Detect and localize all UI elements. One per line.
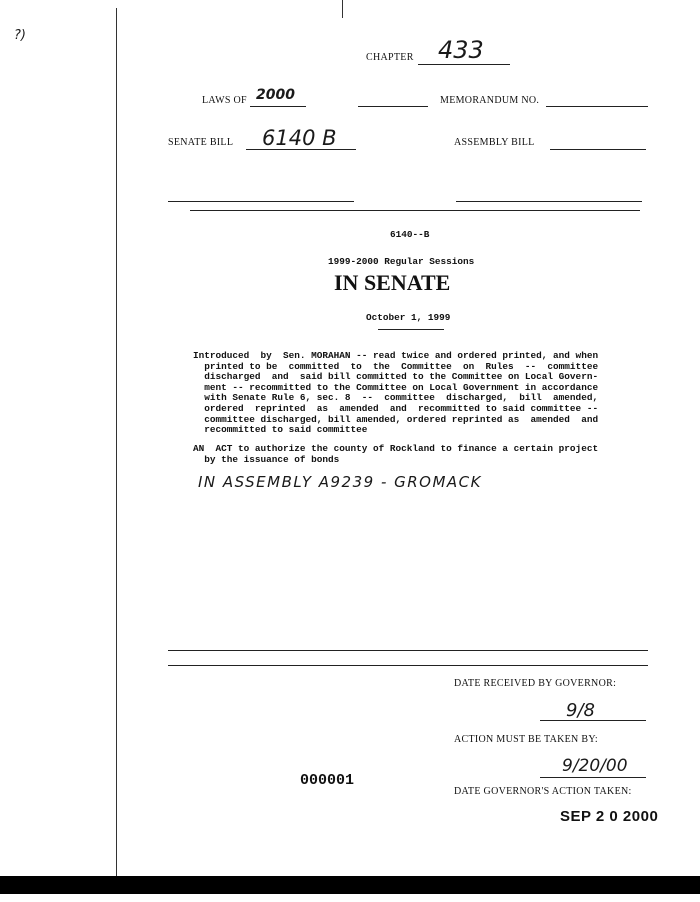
left-margin-line (116, 8, 117, 878)
intro-line: committee discharged, bill amended, ordered reprinted as amended and (193, 413, 599, 425)
memorandum-underline (546, 106, 648, 107)
act-line: by the issuance of bonds (193, 453, 340, 465)
intro-line: printed to be committed to the Committee on Rules -- committee (193, 360, 599, 372)
session-label: 1999-2000 Regular Sessions (328, 256, 475, 267)
bottom-separator-2 (168, 665, 648, 666)
laws-of-label: LAWS OF (202, 95, 247, 106)
intro-line: Introduced by Sen. MORAHAN -- read twice and ordered printed, and when (193, 350, 599, 361)
laws-of-year: 2000 (256, 87, 295, 103)
assembly-bill-underline (550, 149, 646, 150)
date-received-label: DATE RECEIVED BY GOVERNOR: (454, 678, 617, 689)
separator-left-1 (168, 201, 354, 202)
date-received-value: 9/8 (566, 700, 595, 721)
margin-mark: ?) (14, 28, 26, 43)
bill-id: 6140--B (390, 229, 430, 240)
intro-line: recommitted to said committee (193, 424, 368, 436)
action-must-label: ACTION MUST BE TAKEN BY: (454, 734, 599, 745)
separator-full (190, 210, 640, 211)
senate-bill-label: SENATE BILL (168, 137, 234, 148)
intro-line: ment -- recommitted to the Committee on Local Government in accordance (193, 381, 599, 393)
bottom-separator-1 (168, 650, 648, 651)
chapter-label: CHAPTER (366, 52, 414, 63)
date-underline (378, 329, 444, 330)
bill-date: October 1, 1999 (366, 312, 451, 323)
separator-right-1 (456, 201, 642, 202)
date-action-label: DATE GOVERNOR'S ACTION TAKEN: (454, 786, 632, 797)
top-tick-line (342, 0, 343, 18)
senate-bill-underline (246, 149, 356, 150)
intro-line: discharged and said bill committed to the Committee on Local Govern- (193, 371, 599, 383)
memorandum-label: MEMORANDUM NO. (440, 95, 540, 106)
assembly-note: IN ASSEMBLY A9239 - GROMACK (198, 473, 482, 491)
action-must-underline (540, 777, 646, 778)
chapter-underline (418, 64, 510, 65)
laws-of-blank (358, 106, 428, 107)
date-received-underline (540, 720, 646, 721)
act-paragraph (193, 444, 598, 465)
assembly-bill-label: ASSEMBLY BILL (454, 137, 535, 148)
act-line: AN ACT to authorize the county of Rockland to finance a certain project (193, 443, 599, 454)
action-must-value: 9/20/00 (562, 756, 628, 776)
scan-bottom-bar (0, 876, 700, 894)
intro-line: with Senate Rule 6, sec. 8 -- committee discharged, bill amended, (193, 392, 599, 404)
laws-of-underline (250, 106, 306, 107)
senate-bill-number: 6140 B (262, 126, 337, 150)
intro-line: ordered reprinted as amended and recommitted to said committee -- (193, 402, 599, 414)
chapter-number: 433 (438, 36, 484, 64)
intro-paragraph (193, 351, 598, 436)
house-title: IN SENATE (334, 270, 451, 295)
date-action-stamp: SEP 2 0 2000 (560, 808, 659, 825)
page-number: 000001 (300, 772, 355, 789)
